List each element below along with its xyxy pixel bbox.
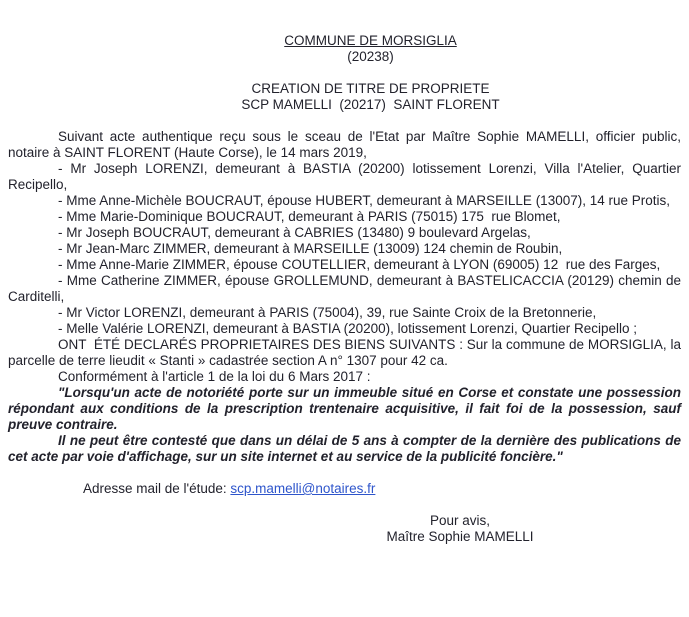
party-item: - Mr Jean-Marc ZIMMER, demeurant à MARSEILLE (13009) 124 chemin de Roubin, [58, 241, 563, 256]
email-label: Adresse mail de l'étude: [83, 481, 231, 496]
commune-title: COMMUNE DE MORSIGLIA [284, 33, 457, 48]
party-item: - Mr Victor LORENZI, demeurant à PARIS (75004), 39, rue Sainte Croix de la Bretonnerie, [58, 305, 597, 320]
header-spacer [34, 65, 689, 81]
commune-code: (20238) [347, 49, 394, 64]
document-header [34, 33, 689, 113]
party-item: - Mme Marie-Dominique BOUCRAUT, demeurant à PARIS (75015) 175 rue Blomet, [58, 209, 561, 224]
law-quote-1: "Lorsqu'un acte de notoriété porte sur un immeuble situé en Corse et constate une possession répondant aux conditions de la prescription trentenaire acquisitive, il fait foi de la possession, sauf preuve contraire. [8, 385, 685, 432]
law-quote-2: Il ne peut être contesté que dans un délai de 5 ans à compter de la dernière des publications de cet acte par voie d'affichage, sur un site internet et au service de la publicité foncière." [8, 433, 685, 464]
party-item: - Mr Joseph BOUCRAUT, demeurant à CABRIES (13480) 9 boulevard Argelas, [58, 225, 531, 240]
signoff-pour-avis: Pour avis, [429, 513, 491, 528]
email-link[interactable]: scp.mamelli@notaires.fr [230, 481, 376, 496]
doc-title-line2: SCP MAMELLI (20217) SAINT FLORENT [241, 97, 500, 112]
doc-title-line1: CREATION DE TITRE DE PROPRIETE [251, 81, 490, 96]
email-paragraph [8, 481, 681, 497]
party-item: - Mme Anne-Marie ZIMMER, épouse COUTELLIER, demeurant à LYON (69005) 12 rue des Farges, [58, 257, 661, 272]
signoff-block [360, 513, 560, 545]
party-item: - Mr Joseph LORENZI, demeurant à BASTIA (20200) lotissement Lorenzi, Villa l'Atelier, Quartier Recipello, [8, 161, 685, 192]
law-reference: Conformément à l'article 1 de la loi du 6 Mars 2017 : [58, 369, 371, 384]
party-item: - Melle Valérie LORENZI, demeurant à BASTIA (20200), lotissement Lorenzi, Quartier Recipello ; [58, 321, 637, 336]
signoff-name: Maître Sophie MAMELLI [386, 529, 534, 544]
intro-paragraph: Suivant acte authentique reçu sous le sceau de l'Etat par Maître Sophie MAMELLI, officier public, notaire à SAINT FLORENT (Haute Corse), le 14 mars 2019, [8, 129, 685, 160]
party-item: - Mme Anne-Michèle BOUCRAUT, épouse HUBERT, demeurant à MARSEILLE (13007), 14 rue Protis, [58, 193, 671, 208]
document-body [8, 129, 685, 545]
declaration-paragraph: ONT ÉTÉ DECLARÉS PROPRIETAIRES DES BIENS SUIVANTS : Sur la commune de MORSIGLIA, la parcelle de terre lieudit « Stanti » cadastrée section A n° 1307 pour 42 ca. [8, 337, 685, 368]
party-item: - Mme Catherine ZIMMER, épouse GROLLEMUND, demeurant à BASTELICACCIA (20129) chemin de Carditelli, [8, 273, 685, 304]
